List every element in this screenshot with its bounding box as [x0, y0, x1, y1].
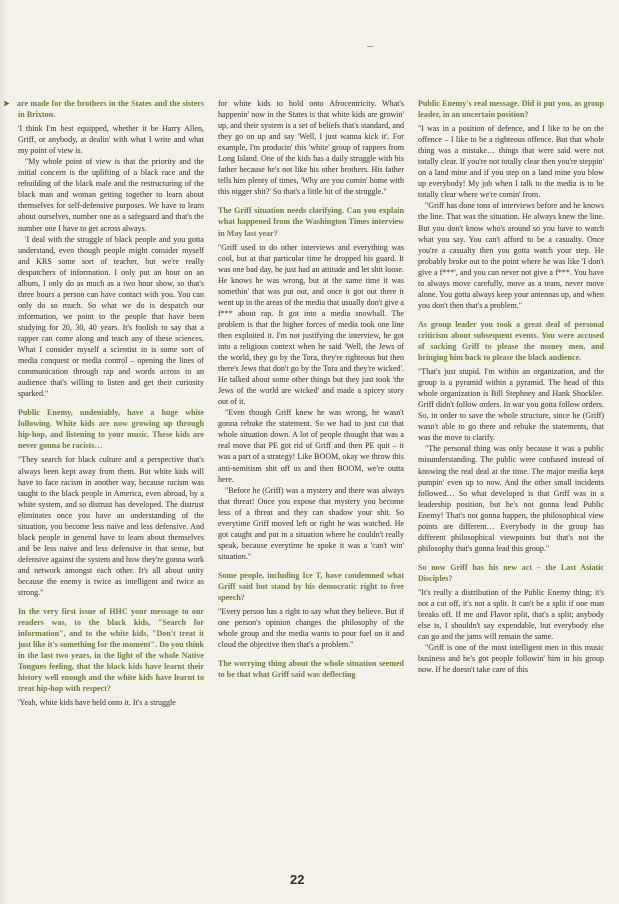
question: The Griff situation needs clarifying. Can you explain what happened from the Washington Times interview in May last year? — [218, 206, 404, 238]
answer-paragraph: "They search for black culture and a perspective that's always been kept away from them. But white kids will have to face racism in another way, because racism was taught to the black people in America, even abroad, by a white system, and so distrust has developed. The distrust eliminates once you have an understanding of the situation, you become less naive and less defensive. And black people in general have to learn about themselves and be less naive and less defensive in that sense, but defensive against the system and how they're gonna work and network amongst each other. It's all about unity because the enemy is twice as intelligent and twice as strong." — [18, 455, 204, 598]
answer-paragraph: for white kids to hold onto Afrocentricity. What's happenin' now in the States is that white kids are growin' up, and their system is a set of beliefs that's standard, and they go on up and say 'Well, I just wanna kick it'. For example, I'm producin' this 'white' group of rappers from Long Island. One of the kids has a daily struggle with his father because he's not like his other brothers. His father tells him plenty of times, 'Why are you comin' home with this nigger shit?' So that's a little bit of the struggle." — [218, 99, 404, 197]
question: As group leader you took a great deal of personal criticism about subsequent events. You were accused of sacking Griff to please the money men, and bringing him back to please the black audience. — [418, 319, 604, 363]
question: Public Enemy's real message. Did it put you, as group leader, in an uncertain position? — [418, 99, 604, 120]
answer-paragraph: "Every person has a right to say what they believe. But if one person's opinion changes the philosophy of the whole group and the media wants to pour fuel on it and cloud the objective then that's a problem." — [218, 607, 404, 650]
answer-paragraph: "Griff is one of the most intelligent men in this music business and he's got people followin' him in his group now. If he doesn't take care of this — [418, 643, 604, 675]
answer-paragraph: "Even though Griff knew he was wrong, he wasn't gonna rebuke the statement. So we had to just cut that whole situation down. A lot of people thought that was a real move that PE got rid of Griff and then PE quit – it was a part of a strategy! Like BOOM, okay we throw this anti-semitism shit off us and then BOOM, we're outta here. — [218, 408, 404, 484]
answer-paragraph: 'Yeah, white kids have held onto it. It's a struggle — [18, 698, 176, 708]
column-1 — [3, 98, 204, 708]
answer-paragraph: "It's really a distribution of the Public Enemy thing; it's not a cut off, it's not a split. It can't be a split if one man breaks off. If me and Flavor split, that's a split; anybody else is, I shouldn't say expendable, but everybody else can go and the jams will remain the same. — [418, 587, 604, 642]
question-text: are made for the brothers in the States and the sisters in Brixton. — [17, 99, 204, 120]
page-number: 22 — [290, 872, 305, 887]
answer-paragraph: "Griff used to do other interviews and everything was cool, but at that particular time he dropped his guard. It was one bad day, he just had an attitude and let shit loose. He knows he was wrong, but at the same time it was somethin' that was put out, and once it got out there it went up in the areas of the media that usually don't give a f*** about rap. It got into a media snowball. The problem is that the higher forces of media took one line then exploited it. I'm not justifying the interview, he got into a religious context when he said 'Well, the Jews of the world, they go by the Tora, they're righteous but then there's Jews that don't go by the Tora and they're wicked'. He talked about some other things but they just took 'the Jews of the world are wicked' and made a spicey story out of it. — [218, 242, 404, 407]
answer-paragraph: "My whole point of view is that the priority and the initial concern is the uplifting of a black race and the rebuilding of the black male and the restructuring of the black man and woman getting together to learn about themselves for self-defensive purposes. We have to learn about ourselves, number one as a safeguard and that's the number one I have to get across always. — [18, 157, 204, 233]
answer-paragraph: "That's just stupid. I'm within an organization, and the group is a pyramid within a pyramid. The head of this whole organization is Bill Stephney and Hank Shocklee. Griff didn't follow orders. In war you gotta follow orders. So, in order to save the whole structure, since he (Griff) wasn't able to go there and rebuke the statements, that was the move to clarify. — [418, 367, 604, 443]
question: Some people, including Ice T, have condemned what Griff said but stand by his democratic right to free speech? — [218, 570, 404, 603]
answer-paragraph: "Before he (Griff) was a mystery and there was always that threat! Once you expose that mystery you become less of a threat and they can shadow your shit. So everytime Griff moved left or right he was watched. He got caught and put in a situation where he couldn't really speak, because everytime he spoke it was a 'can't win' situation." — [218, 485, 404, 561]
answer-paragraph: "Griff has done tons of interviews before and he knows the line. That was the situation. He always knew the line. But you don't know who's around so you have to watch what you say. You can't afford to be a casualty. Once you're a casualty then you gotta watch your step. He probably broke out to the point where he was like 'I don't give a f***', and you can never not give a f***. You have to always move carefully, move as a team, never move alone. You gotta always keep your antennas up, and when you don't then that's a problem." — [418, 201, 604, 310]
answer-paragraph: 'I think I'm best equipped, whether it be Harry Allen, Griff, or anybody, at dealin' with what I write and what my point of view is. — [18, 124, 204, 156]
question-continued — [3, 98, 204, 120]
registration-mark — [367, 46, 373, 47]
column-2 — [218, 98, 404, 683]
continuation-arrow-icon: ➤ — [3, 99, 10, 108]
question: Public Enemy, undeniably, have a huge white following. White kids are now growing up through hip-hop, and listening to your music. These kids are never gonna be racists… — [18, 408, 204, 451]
page-fold-shadow — [0, 0, 6, 904]
question: The worrying thing about the whole situation seemed to be that what Griff said was deflecting — [218, 659, 404, 680]
question: So now Griff has his new act – the Last Asiatic Disciples? — [418, 562, 604, 583]
answer-paragraph: 'I deal with the struggle of black people and you gotta understand, even though people might consider myself and KRS some sort of teacher, but we're really despatchers of information. I only put an hour on an album, I only do as much as a two hour show, so that's three hours a person can have contact with you. You can only do so much. So what we do is despatch our information, we point to the people that have been studying for 20, 30, 40 years. It's foolish to say that a rapper can come along and teach any of these sciences. What I consider myself a scientist in is some sort of media conquest or media control – opening the lines of communication through rap and words across to an audience that's willing to listen and get their curiosity sparked." — [18, 234, 204, 399]
answer-paragraph: "I was in a position of defence, and I like to be on the offence – I like to be a righteous offence. But that whole thing was a mistake… things that were said were not totally clear. If you're not totally clear then you're steppin' on a land mine and if you step on a land mine you blow up everybody! My job when I talk to the media is to be totally clear where we're comin' from. — [418, 124, 604, 200]
answer-paragraph: "The personal thing was only because it was a public misunderstanding. The public were confused instead of knowing the real deal at the time. The major media kept pumpin' even up to now. And the other small incidents followed… So what developed is that Griff was in a leadership position, but he's not gonna lead Public Enemy! That's not gonna happen, the philosophical view points are different… Everybody in the group has different philosophical viewpoints but that's not the philosophy that's gonna lead this group." — [418, 444, 604, 553]
column-3 — [418, 98, 604, 675]
question: In the very first issue of HHC your message to our readers was, to the black kids, "Search for information", and to the white kids, "Don't treat it just like it's something for the moment". Do you think in the last two years, in the light of the whole Native Tongues feeling, that the black kids have learnt their history well enough and the white kids have learnt to treat hip-hop with respect? — [18, 607, 204, 694]
